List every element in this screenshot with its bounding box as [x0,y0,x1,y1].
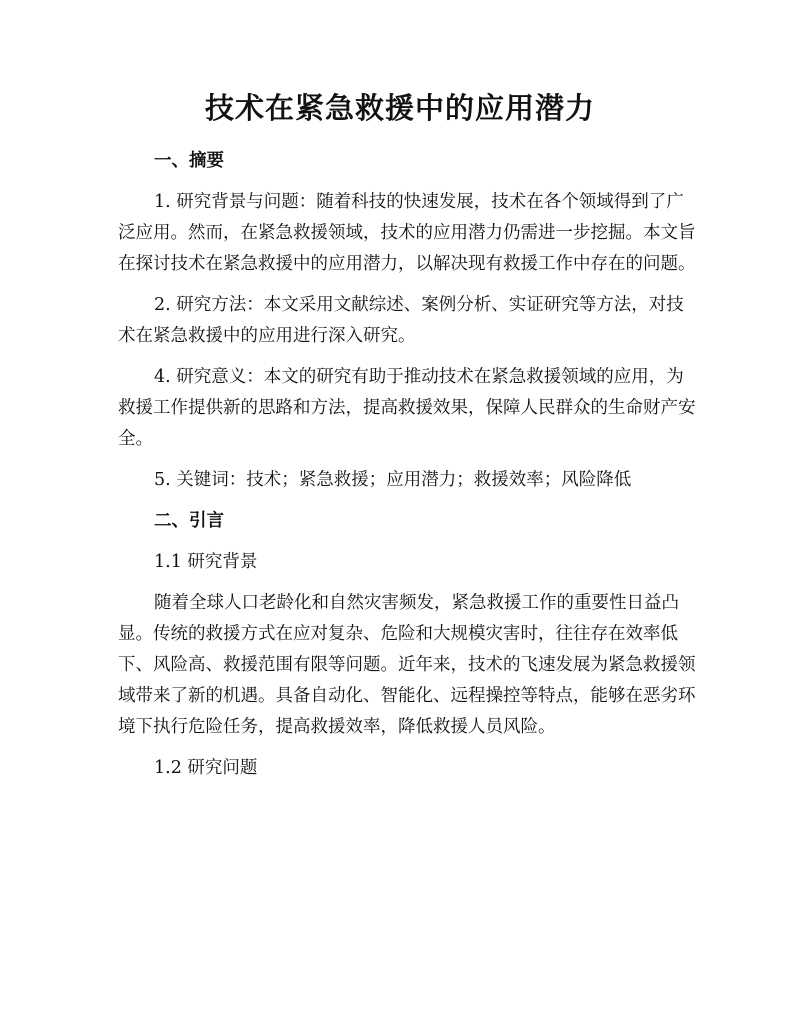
abstract-paragraph-keywords: 5. 关键词：技术；紧急救援；应用潜力；救援效率；风险降低 [154,470,632,490]
abstract-paragraph-significance: 4. 研究意义：本文的研究有助于推动技术在紧急救援领域的应用，为救援工作提供新的思路和方法，提高救援效果，保障人民群众的生命财产安全。 [118,367,696,449]
introduction-subheading-background: 1.1 研究背景 [154,552,258,572]
introduction-heading: 二、引言 [154,511,224,531]
document-title: 技术在紧急救援中的应用潜力 [204,91,595,125]
introduction-paragraph-background: 随着全球人口老龄化和自然灾害频发，紧急救援工作的重要性日益凸显。传统的救援方式在应对复杂、危险和大规模灾害时，往往存在效率低下、风险高、救援范围有限等问题。近年来，技术的飞速发展为紧急救援领域带来了新的机遇。具备自动化、智能化、远程操控等特点，能够在恶劣环境下执行危险任务，提高救援效率，降低救援人员风险。 [118,593,696,737]
abstract-paragraph-methods: 2. 研究方法：本文采用文献综述、案例分析、实证研究等方法，对技术在紧急救援中的应用进行深入研究。 [118,295,684,346]
document-body [118,146,698,794]
introduction-subheading-problem: 1.2 研究问题 [154,758,258,778]
abstract-heading: 一、摘要 [154,151,224,171]
abstract-paragraph-background: 1. 研究背景与问题：随着科技的快速发展，技术在各个领域得到了广泛应用。然而，在紧急救援领域，技术的应用潜力仍需进一步挖掘。本文旨在探讨技术在紧急救援中的应用潜力，以解决现有救援工作中存在的问题。 [118,192,696,274]
